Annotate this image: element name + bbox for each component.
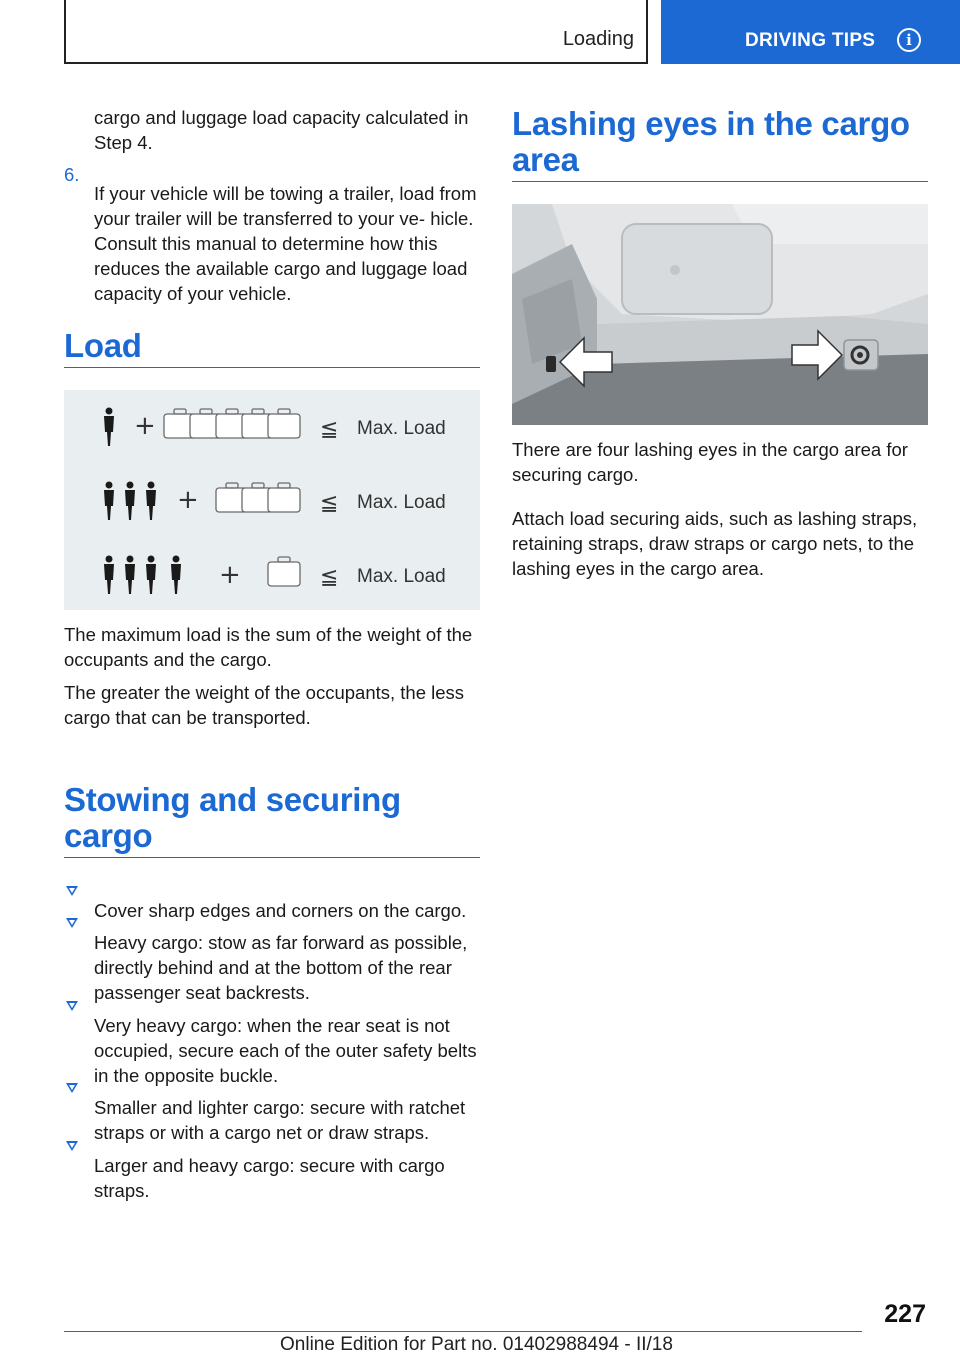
footer-edition: Online Edition for Part no. 01402988494 - II/18 (280, 1334, 673, 1355)
info-icon[interactable]: i (897, 28, 921, 52)
person-icon (104, 482, 114, 521)
person-icon (171, 556, 181, 595)
load-heading-rule (64, 367, 480, 368)
load-diagram (64, 390, 480, 610)
leq-sign: ≦ (320, 417, 339, 442)
bullet-triangle-icon (66, 1001, 78, 1011)
plus-sign: + (134, 411, 156, 441)
person-icon (104, 556, 114, 595)
header-section-title: Loading (562, 28, 634, 50)
bullet-triangle-icon (66, 918, 78, 928)
lashing-paragraph-2: Attach load securing aids, such as lashing straps, retaining straps, draw straps or cargo nets, to the lashing eyes in the cargo area. (512, 508, 918, 579)
list-item-text: Larger and heavy cargo: secure with cargo straps. (94, 1154, 445, 1201)
item-number: 6. (64, 164, 80, 185)
list-item-text: Cover sharp edges and corners on the cargo. (94, 899, 467, 921)
footer-rule (64, 1331, 862, 1332)
plus-sign: + (219, 560, 241, 590)
list-item-text: Smaller and lighter cargo: secure with ratchet straps or with a cargo net or draw straps. (94, 1096, 466, 1143)
plus-sign: + (177, 485, 199, 515)
person-icon (104, 408, 114, 447)
max-load-label: Max. Load (357, 566, 446, 587)
cargo-area-illustration (512, 204, 928, 425)
luggage-icon (268, 483, 300, 512)
header-chapter-label: DRIVING TIPS (745, 30, 876, 51)
load-paragraph-2: The greater the weight of the occupants, the less cargo that can be transported. (64, 682, 465, 728)
list-item (64, 1134, 480, 1221)
leq-sign: ≦ (320, 565, 339, 590)
list-item-text: Heavy cargo: stow as far forward as possible, directly behind and at the bottom of the rear passenger seat backrests. (94, 931, 468, 1003)
stowing-heading-line-1: Stowing and securing (64, 781, 401, 818)
lashing-heading (512, 106, 910, 178)
cargo-area-photo (512, 204, 928, 425)
numbered-item-6 (64, 162, 480, 324)
item-text: If your vehicle will be towing a trailer, load from your trailer will be transferred to your ve‐ hicle. Consult this manual to determine how this reduces the available cargo and luggage load capacity of your vehicle. (94, 182, 477, 304)
page-number: 227 (884, 1300, 926, 1328)
person-icon (146, 482, 156, 521)
person-icon (125, 556, 135, 595)
lashing-paragraph-1: There are four lashing eyes in the cargo area for securing cargo. (512, 439, 908, 485)
bullet-triangle-icon (66, 1141, 78, 1151)
lashing-heading-line-2: area (512, 141, 579, 178)
leq-sign: ≦ (320, 491, 339, 516)
header-chapter-tab[interactable] (661, 0, 960, 64)
header-section-box (64, 0, 648, 64)
person-icon (146, 556, 156, 595)
lashing-heading-rule (512, 181, 928, 182)
load-paragraph-1: The maximum load is the sum of the weight of the occupants and the cargo. (64, 624, 473, 670)
load-heading: Load (64, 327, 142, 364)
person-icon (125, 482, 135, 521)
load-row-3 (104, 556, 446, 595)
stowing-heading-rule (64, 857, 480, 858)
luggage-icon (268, 409, 300, 438)
max-load-label: Max. Load (357, 418, 446, 439)
max-load-label: Max. Load (357, 492, 446, 513)
lashing-heading-line-1: Lashing eyes in the cargo (512, 105, 910, 142)
luggage-icon (268, 557, 300, 586)
load-figure (64, 390, 480, 610)
load-row-2 (104, 482, 446, 521)
continued-paragraph: cargo and luggage load capacity calculated in Step 4. (94, 107, 469, 153)
load-row-1 (104, 408, 446, 447)
bullet-triangle-icon (66, 886, 78, 896)
bullet-triangle-icon (66, 1083, 78, 1093)
list-item-text: Very heavy cargo: when the rear seat is not occupied, secure each of the outer safety belts in the opposite buckle. (94, 1014, 477, 1086)
stowing-heading-line-2: cargo (64, 817, 153, 854)
stowing-heading (64, 782, 401, 854)
